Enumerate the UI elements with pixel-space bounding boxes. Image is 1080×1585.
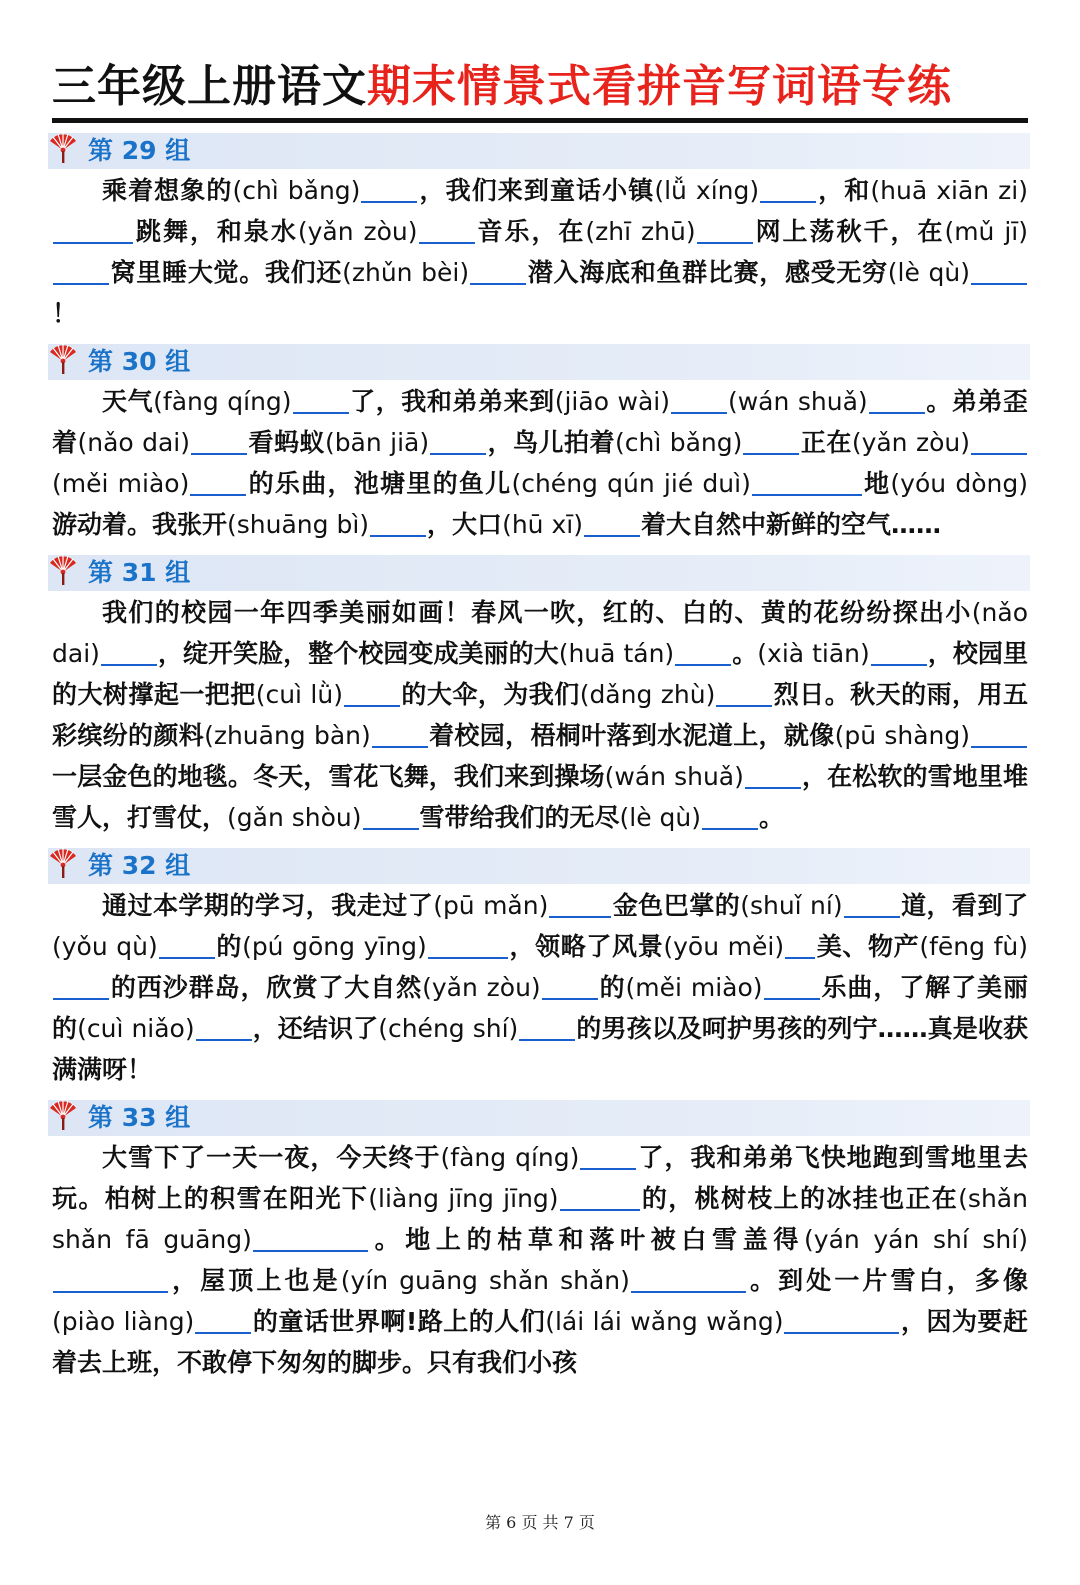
section-label: 第 30 组	[88, 347, 191, 376]
passage-text: 烈日。秋天的雨，用五彩缤纷的颜料	[52, 680, 1028, 750]
passage-text: 。	[732, 639, 758, 668]
section-paragraph	[52, 884, 1028, 1090]
passage-text: 天气	[102, 387, 154, 416]
section-header	[48, 1096, 1028, 1136]
answer-blank[interactable]	[53, 216, 133, 244]
pinyin-hint: (liàng jīng jīng)	[368, 1184, 559, 1213]
pinyin-hint: (jiāo wài)	[554, 387, 670, 416]
passage-text: 了，我和弟弟飞快地跑到雪地里去玩。柏树上的积雪在阳光下	[52, 1143, 1028, 1213]
passage-text: 。弟弟歪着	[52, 387, 1028, 457]
passage-text: 的大伞，为我们	[400, 680, 580, 709]
answer-blank[interactable]	[631, 1265, 746, 1293]
pinyin-hint: (lái lái wǎng wǎng)	[545, 1307, 784, 1336]
answer-blank[interactable]	[971, 427, 1027, 455]
answer-blank[interactable]	[784, 1306, 899, 1334]
pinyin-hint: (yǎn zòu)	[851, 428, 970, 457]
pinyin-hint: (nǎo dai)	[52, 598, 1028, 668]
pinyin-hint: (dǎng zhù)	[579, 680, 716, 709]
answer-blank[interactable]	[195, 1306, 251, 1334]
answer-blank[interactable]	[549, 890, 611, 918]
passage-text: ，我们来到童话小镇	[418, 176, 655, 205]
passage-text: 音乐，在	[475, 217, 586, 246]
pinyin-hint: (chéng qún jié duì)	[511, 469, 751, 498]
pinyin-hint: (chì bǎng)	[232, 176, 361, 205]
passage-text: ，鸟儿拍着	[487, 428, 615, 457]
passage-text: 正在	[800, 428, 852, 457]
passage-text: 着大自然中新鲜的空气……	[640, 510, 941, 539]
answer-blank[interactable]	[785, 931, 815, 959]
red-fan-icon	[48, 342, 78, 376]
passage-text: 跳舞，和泉水	[134, 217, 298, 246]
passage-text: ，绽开笑脸，整个校园变成美丽的大	[157, 639, 559, 668]
pinyin-hint: (gǎn shòu)	[227, 803, 362, 832]
exercise-sections	[52, 129, 1028, 1383]
section-label: 第 33 组	[88, 1103, 191, 1132]
passage-text: ，还结识了	[252, 1014, 379, 1043]
passage-text: 的	[215, 932, 243, 961]
pinyin-hint: (lè qù)	[619, 803, 702, 832]
section-header	[48, 844, 1028, 884]
answer-blank[interactable]	[361, 175, 417, 203]
passage-text: 潜入海底和鱼群比赛，感受无穷	[527, 258, 888, 287]
section-paragraph	[52, 591, 1028, 838]
title-underline	[52, 118, 1028, 123]
red-fan-icon	[48, 553, 78, 587]
answer-blank[interactable]	[752, 468, 862, 496]
answer-blank[interactable]	[370, 509, 426, 537]
answer-blank[interactable]	[702, 802, 758, 830]
pinyin-hint: (lǚ xíng)	[654, 176, 760, 205]
answer-blank[interactable]	[844, 890, 900, 918]
answer-blank[interactable]	[190, 468, 246, 496]
pinyin-hint: (měi miào)	[625, 973, 763, 1002]
answer-blank[interactable]	[871, 638, 927, 666]
answer-blank[interactable]	[363, 802, 419, 830]
passage-text: 着校园，梧桐叶落到水泥道上，就像	[428, 721, 835, 750]
pinyin-hint: (yán yán shí shí)	[804, 1225, 1028, 1254]
page-footer: 第 6 页 共 7 页	[485, 1513, 595, 1532]
passage-text: 的，桃树枝上的冰挂也正在	[640, 1184, 959, 1213]
answer-blank[interactable]	[53, 257, 109, 285]
pinyin-hint: (hū xī)	[502, 510, 583, 539]
section	[52, 844, 1028, 1090]
pinyin-hint: (shuǐ ní)	[740, 891, 843, 920]
answer-blank[interactable]	[196, 1013, 252, 1041]
pinyin-hint: (yǒu qù)	[52, 932, 158, 961]
passage-text: 道，看到了	[900, 891, 1028, 920]
pinyin-hint: (fàng qíng)	[153, 387, 292, 416]
answer-blank[interactable]	[372, 720, 428, 748]
pinyin-hint: (piào liàng)	[52, 1307, 195, 1336]
pinyin-hint: (pū mǎn)	[433, 891, 549, 920]
answer-blank[interactable]	[53, 972, 109, 1000]
passage-text: ，校园里的大树撑起一把把	[52, 639, 1028, 709]
passage-text: ，在松软的雪地里堆雪人，打雪仗，	[52, 762, 1028, 832]
passage-text: 网上荡秋千，在	[753, 217, 945, 246]
pinyin-hint: (fàng qíng)	[440, 1143, 580, 1172]
answer-blank[interactable]	[542, 972, 598, 1000]
answer-blank[interactable]	[159, 931, 215, 959]
red-fan-icon	[48, 846, 78, 880]
answer-blank[interactable]	[419, 216, 475, 244]
passage-text: ，领略了风景	[508, 932, 664, 961]
pinyin-hint: (zhuāng bàn)	[204, 721, 371, 750]
passage-text: ，和	[817, 176, 871, 205]
answer-blank[interactable]	[430, 427, 486, 455]
pinyin-hint: (shǎn shǎn fā guāng)	[52, 1184, 1028, 1254]
passage-text: ，屋顶上也是	[169, 1266, 341, 1295]
passage-text: 。到处一片雪白，多像	[746, 1266, 1028, 1295]
pinyin-hint: (wán shuǎ)	[727, 387, 868, 416]
answer-blank[interactable]	[971, 257, 1027, 285]
passage-text: 雪带给我们的无尽	[419, 803, 620, 832]
pinyin-hint: (cuì lǜ)	[255, 680, 343, 709]
pinyin-hint: (chéng shí)	[378, 1014, 519, 1043]
passage-text: 的	[598, 973, 626, 1002]
passage-text: 。	[759, 803, 785, 832]
pinyin-hint: (zhǔn bèi)	[342, 258, 470, 287]
passage-text: ，因为要赶着去上班，不敢停下匆匆的脚步。只有我们小孩	[52, 1307, 1028, 1377]
passage-text: 游动着。我张开	[52, 510, 228, 539]
section-paragraph	[52, 169, 1028, 334]
passage-text: 一层金色的地毯。冬天，雪花飞舞，我们来到操场	[52, 762, 605, 791]
section-header	[48, 129, 1028, 169]
answer-blank[interactable]	[519, 1013, 575, 1041]
pinyin-hint: (xià tiān)	[757, 639, 870, 668]
page-title	[52, 58, 1028, 116]
passage-text: 的童话世界啊!路上的人们	[252, 1307, 546, 1336]
section-header-band	[48, 848, 1030, 884]
section-header	[48, 340, 1028, 380]
section-header-band	[48, 133, 1030, 169]
pinyin-hint: (yǎn zòu)	[297, 217, 418, 246]
pinyin-hint: (mǔ jī)	[944, 217, 1028, 246]
passage-text: 窝里睡大觉。我们还	[110, 258, 343, 287]
answer-blank[interactable]	[253, 1224, 368, 1252]
answer-blank[interactable]	[580, 1142, 636, 1170]
pinyin-hint: (yōu měi)	[663, 932, 785, 961]
passage-text: ！	[52, 299, 78, 328]
answer-blank[interactable]	[869, 386, 925, 414]
passage-text: 的乐曲，池塘里的鱼儿	[247, 469, 512, 498]
answer-blank[interactable]	[745, 761, 801, 789]
passage-text: 地	[862, 469, 891, 498]
answer-blank[interactable]	[716, 679, 772, 707]
pinyin-hint: (měi miào)	[52, 469, 190, 498]
pinyin-hint: (huā tán)	[558, 639, 675, 668]
pinyin-hint: (pú gōng yīng)	[242, 932, 427, 961]
pinyin-hint: (wán shuǎ)	[604, 762, 744, 791]
passage-text: 乐曲，了解了美丽的	[52, 973, 1028, 1043]
pinyin-hint: (cuì niǎo)	[77, 1014, 195, 1043]
answer-blank[interactable]	[584, 509, 640, 537]
answer-blank[interactable]	[560, 1183, 640, 1211]
worksheet-page	[0, 58, 1080, 1585]
section	[52, 129, 1028, 334]
answer-blank[interactable]	[428, 931, 508, 959]
pinyin-hint: (chì bǎng)	[615, 428, 743, 457]
pinyin-hint: (zhī zhū)	[585, 217, 696, 246]
answer-blank[interactable]	[743, 427, 799, 455]
pinyin-hint: (yín guāng shǎn shǎn)	[340, 1266, 630, 1295]
passage-text: 了，我和弟弟来到	[349, 387, 555, 416]
title-black-part: 三年级上册语文	[52, 61, 367, 112]
answer-blank[interactable]	[470, 257, 526, 285]
passage-text: 的西沙群岛，欣赏了大自然	[110, 973, 423, 1002]
section-label: 第 31 组	[88, 558, 191, 587]
passage-text: 金色巴掌的	[612, 891, 741, 920]
answer-blank[interactable]	[764, 972, 820, 1000]
pinyin-hint: (yóu dòng)	[890, 469, 1028, 498]
answer-blank[interactable]	[53, 1265, 168, 1293]
section-paragraph	[52, 380, 1028, 545]
section	[52, 551, 1028, 838]
passage-text: 大雪下了一天一夜，今天终于	[102, 1143, 441, 1172]
section	[52, 340, 1028, 545]
answer-blank[interactable]	[293, 386, 349, 414]
passage-text: 我们的校园一年四季美丽如画！春风一吹，红的、白的、黄的花纷纷探出小	[102, 598, 972, 627]
section-header-band	[48, 555, 1030, 591]
pinyin-hint: (yǎn zòu)	[422, 973, 541, 1002]
passage-text: 看蚂蚁	[248, 428, 325, 457]
pinyin-hint: (fēng fù)	[919, 932, 1028, 961]
answer-blank[interactable]	[760, 175, 816, 203]
section-paragraph	[52, 1136, 1028, 1383]
passage-text: 通过本学期的学习，我走过了	[102, 891, 434, 920]
passage-text: 乘着想象的	[102, 176, 233, 205]
pinyin-hint: (shuāng bì)	[227, 510, 370, 539]
section-header	[48, 551, 1028, 591]
pinyin-hint: (bān jiā)	[324, 428, 430, 457]
section-label: 第 32 组	[88, 851, 191, 880]
pinyin-hint: (huā xiān zi)	[870, 176, 1028, 205]
section-header-band	[48, 344, 1030, 380]
answer-blank[interactable]	[971, 720, 1027, 748]
passage-text: 。地上的枯草和落叶被白雪盖得	[368, 1225, 805, 1254]
pinyin-hint: (nǎo dai)	[77, 428, 191, 457]
pinyin-hint: (lè qù)	[887, 258, 971, 287]
passage-text: 的男孩以及呵护男孩的列宁……真是收获满满呀！	[52, 1014, 1028, 1084]
answer-blank[interactable]	[671, 386, 727, 414]
answer-blank[interactable]	[101, 638, 157, 666]
pinyin-hint: (pū shàng)	[834, 721, 970, 750]
passage-text: ，大口	[427, 510, 503, 539]
red-fan-icon	[48, 131, 78, 165]
title-red-part: 期末情景式看拼音写词语专练	[367, 61, 952, 112]
passage-text: 美、物产	[816, 932, 920, 961]
section-label: 第 29 组	[88, 136, 191, 165]
section	[52, 1096, 1028, 1383]
answer-blank[interactable]	[697, 216, 753, 244]
section-header-band	[48, 1100, 1030, 1136]
answer-blank[interactable]	[191, 427, 247, 455]
answer-blank[interactable]	[675, 638, 731, 666]
answer-blank[interactable]	[344, 679, 400, 707]
red-fan-icon	[48, 1098, 78, 1132]
